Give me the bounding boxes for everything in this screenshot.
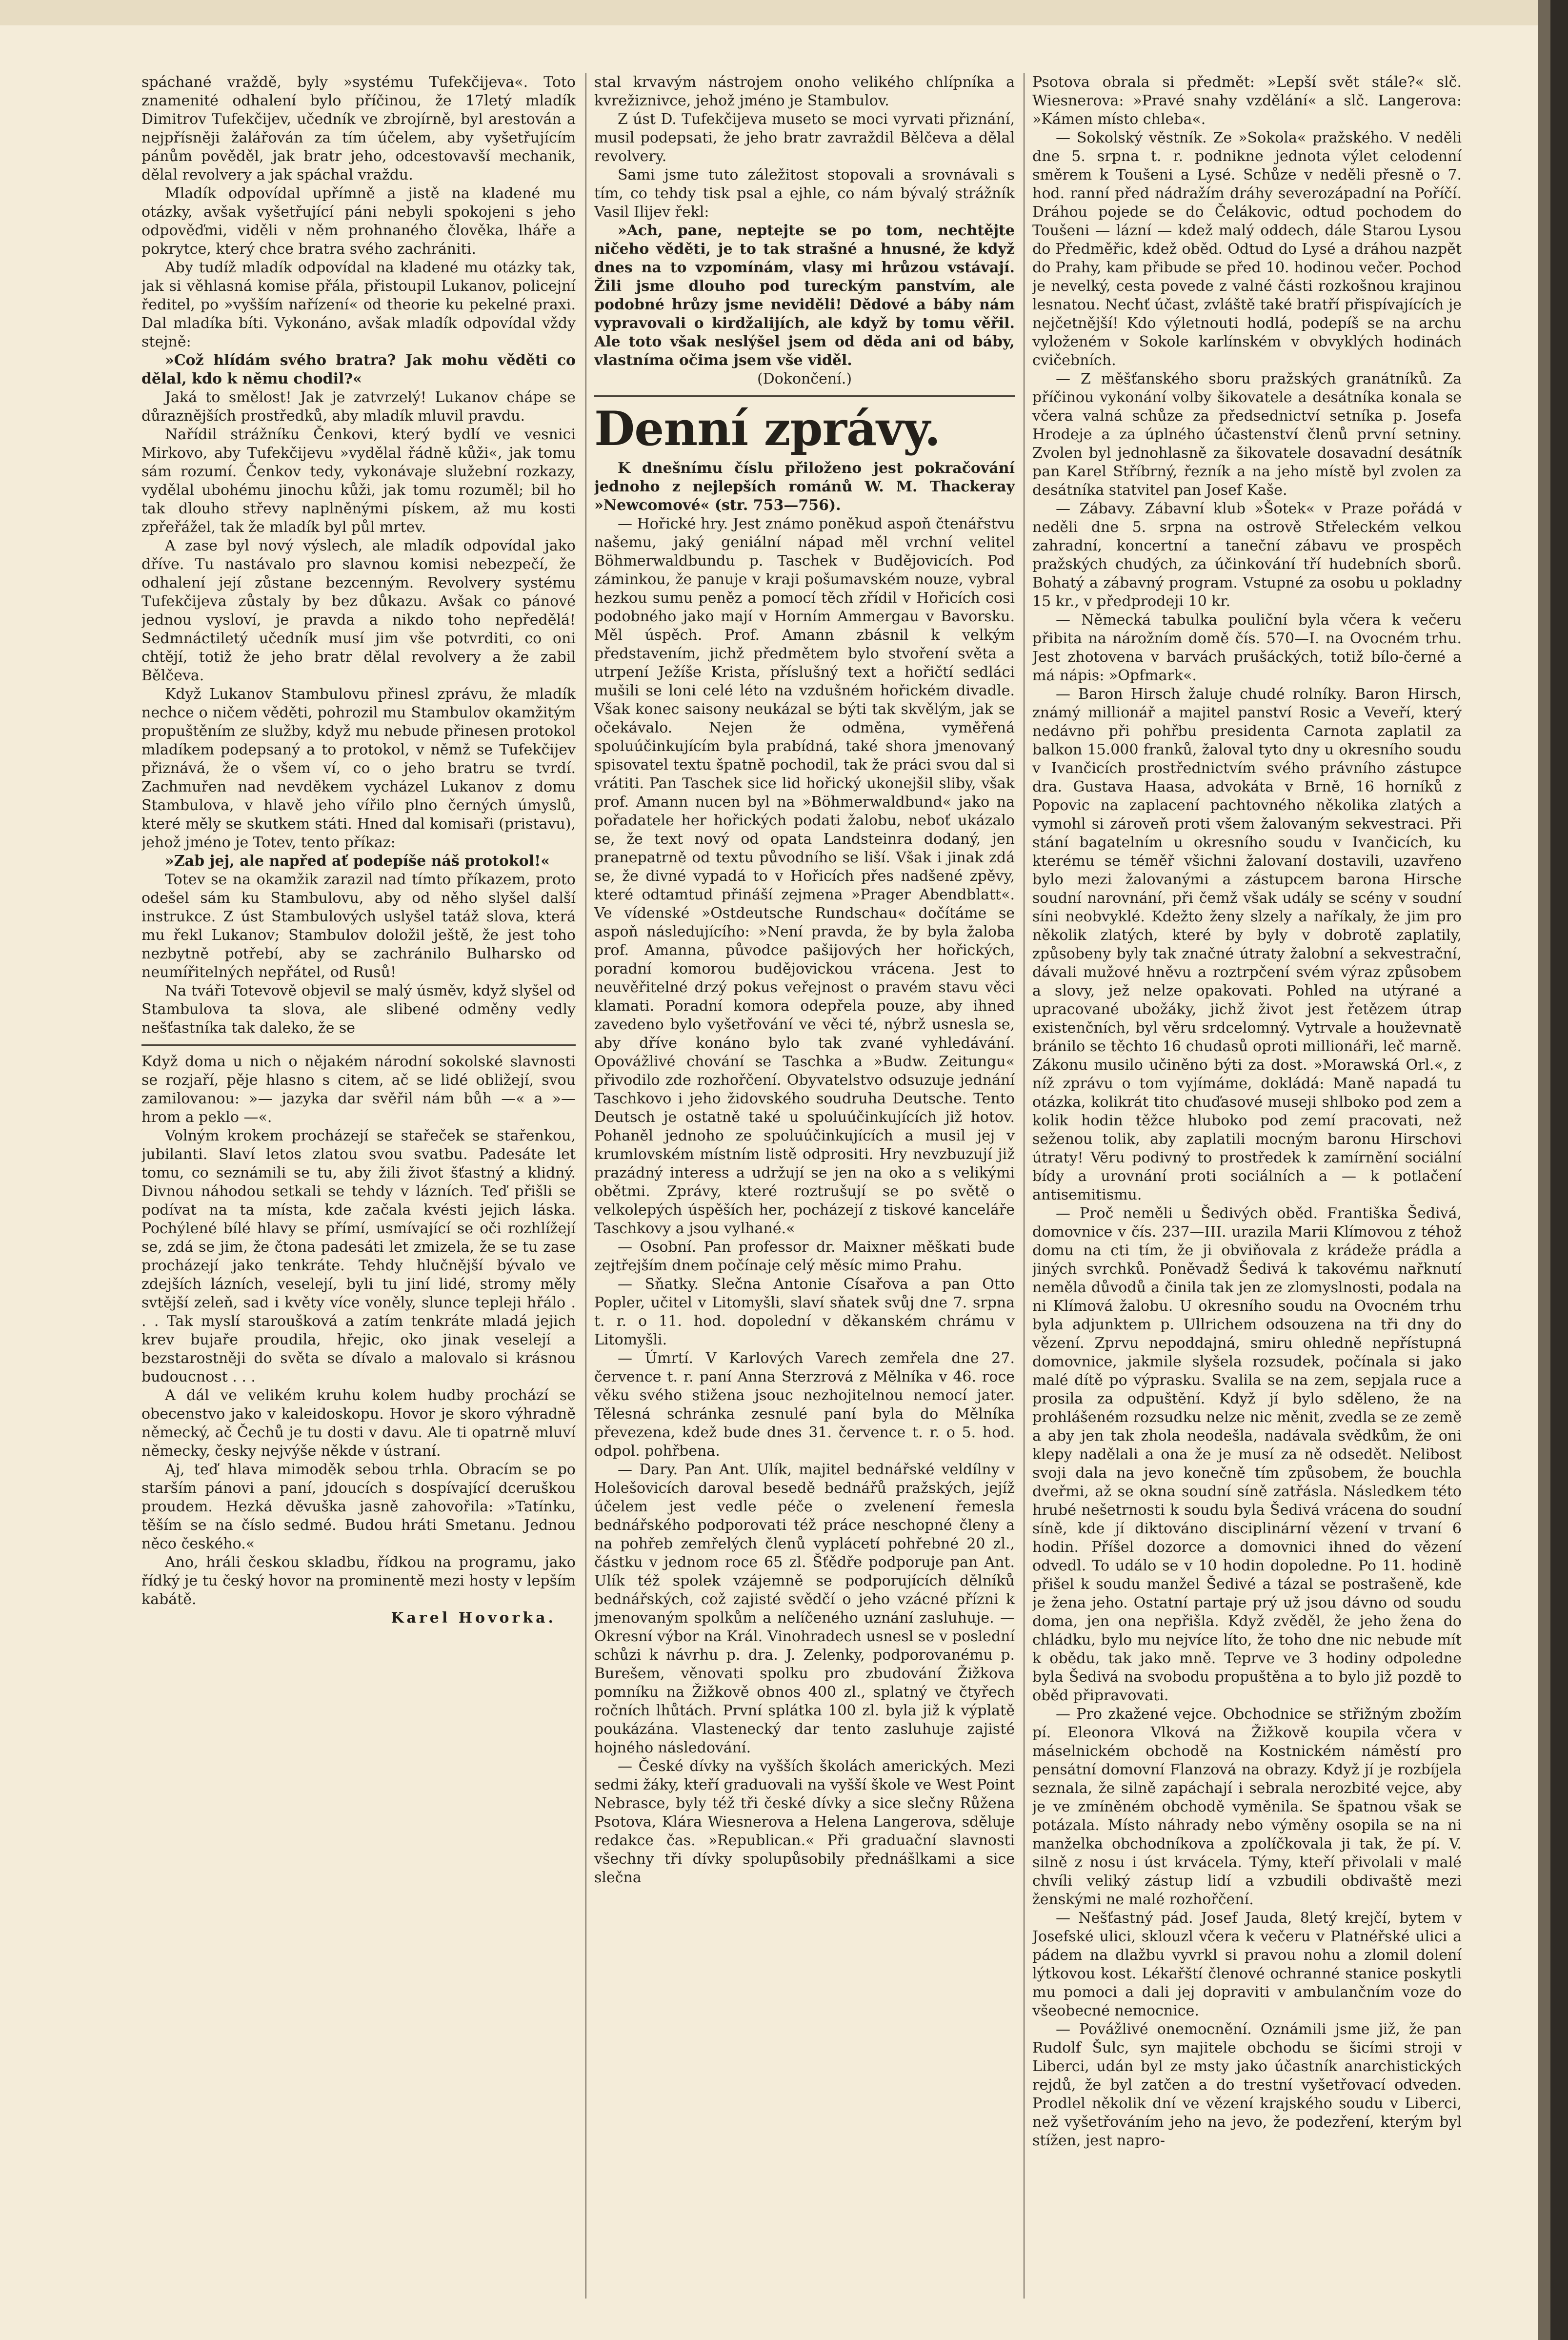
col1-paragraph: Jaká to smělost! Jak je zatvrzelý! Lukanov chápe se důraznějších prostředků, aby mladík mluvil pravdu. (141, 389, 576, 425)
col2-paragraph: stal krvavým nástrojem onoho velikého chlípníka a kvrežiznivce, jehož jméno je Stambulov. (594, 74, 1015, 109)
section-divider (594, 395, 1015, 397)
col1-paragraph: Na tváři Totevově objevil se malý úsměv, když slyšel od Stambulova ta slova, ale slibené odměny vedly nešťastníka tak daleko, že se (141, 982, 576, 1037)
col2-news-item: — Dary. Pan Ant. Ulík, majitel bednářské veldílny v Holešovicích daroval besedě bednářů pražských, jejíž účelem jest vedle péče o zvelenení řemesla bednářského podporovati též práce neschopné členy a na pohřeb zemřelých členů vyplácetí pohřebné 20 zl., částku v jednom roce 65 zl. Šťědře podporuje pan Ant. Ulík též spolek vzájemně se podporujících dělníků bednářských, což zajisté svědčí o jeho vzácné přízni k jmenovaným spolkům a nelíčeného uznání zasluhuje. — Okresní výbor na Král. Vinohradech usnesl se v poslední schůzi k návrhu p. dra. J. Zelenky, podporovanému p. Burešem, věnovati spolku pro zbudování Žižkova pomníku na Žižkově obnos 400 zl., splatný ve čtyřech ročních lhůtách. První splátka 100 zl. byla již k výplatě poukázána. Vlastenecký dar tento zasluhuje zajisté hojného následování. (594, 1461, 1015, 1756)
column-rule (1024, 73, 1025, 2299)
col1-feuilleton-paragraph: Když doma u nich o nějakém národní sokolské slavnosti se rozjaří, pěje hlasno s citem, ač se lidé obližejí, svou zamilovanou: »— jazyka dar svěřil nám bůh —« a »— hrom a peklo —«. (141, 1053, 576, 1126)
col2-paragraph: Z úst D. Tufekčijeva museto se moci vyrvati přiznání, musil podepsati, že jeho bratr zavraždil Bělčeva a dělal revolvery. (594, 111, 1015, 165)
page-top-edge (0, 0, 1568, 25)
column-1 (141, 73, 576, 2294)
col1-paragraph: Totev se na okamžik zarazil nad tímto příkazem, proto odešel sám ku Stambulovu, aby od něho slyšel další instrukce. Z úst Stambulových uslyšel tatáž slova, která mu řekl Lukanov; Stambulov doložil ještě, že jest toho nezbytně potřebí, aby se zachránilo Bulharsko od neumířitelných nepřátel, od Rusů! (141, 871, 576, 981)
col2-news-item: — České dívky na vyšších školách amerických. Mezi sedmi žáky, kteří graduovali na vyšší škole ve West Point Nebrasce, byly též tři české dívky a sice slečny Růžena Psotova, Klára Wiesnerova a Helena Langerova, sděluje redakce čas. »Republican.« Při graduační slavnosti všechny tři dívky spolupůsobily přednášlkami a sice slečna (594, 1758, 1015, 1886)
col1-feuilleton-paragraph: Aj, teď hlava mimoděk sebou trhla. Obracím se po starším pánovi a paní, jdoucích s dospívající dceruškou proudem. Hezká děvuška jasně zahovořila: »Tatínku, těším se na číslo sedmé. Budou hráti Smetanu. Jednou něco českého.« (141, 1461, 576, 1552)
col1-paragraph: Když Lukanov Stambulovu přinesl zprávu, že mladík nechce o ničem věděti, pohrozil mu Stambulov okamžitým propuštěním ze služby, když mu nebude přinesen protokol mladíkem podepsaný a to protokol, v němž se Tufekčijev přiznává, že o všem ví, co o jeho bratru se tvrdí. Zachmuřen nad nevděkem vycházel Lukanov z domu Stambulova, v hlavě jeho vířilo plno černých úmyslů, které měly se skutkem státi. Hned dal komisaři (pristavu), jehož jméno je Totev, tento příkaz: (141, 686, 576, 851)
column-3 (1032, 73, 1462, 2294)
col1-quote: »Což hlídám svého bratra? Jak mohu věděti co dělal, kdo k němu chodil?« (141, 352, 576, 387)
col3-news-item: — Baron Hirsch žaluje chudé rolníky. Baron Hirsch, známý millionář a majitel panství Rosic a Veveří, který nedávno při pohřbu presidenta Carnota zaplatil za balkon 15.000 franků, žaloval tyto dny u okresního soudu v Ivančicích prostřednictvím svého právního zástupce dra. Gustava Haasa, advokáta v Brně, 16 horníků z Popovic na zaplacení pachtovného několika zlatých a vymohl si zároveň proti všem žalovaným sekvestraci. Při stání bagatelním u okresního soudu v Ivančicích, ku kterému se téměř všichni žalovaní dostavili, uzavřeno bylo mezi žalovanými a zástupcem barona Hirsche soudní narovnání, při čemž však udály se scény v soudní síni neobvyklé. Kdežto ženy slzely a naříkaly, že jim pro několik zlatých, které by byly v dobrotě zaplatily, způsobeny byly tak značné útraty žalobní a sekvestrační, dávali mužové hněvu a roztrpčení svém výraz způsobem a slovy, jež nelze opakovati. Pohled na utýrané a upracované ubožáky, jichž život jest řetězem útrap existenčních, byl věru srdcelomný. Vytrvale a houževnatě bránilo se těchto 16 chudasů oproti millionáři, leč marně. Zákonu musilo učiněno býti za dost. »Morawská Orl.«, z níž zprávu o tom vyjímáme, dokládá: Maně napadá tu otázka, kolikrát tito chuďasové museji shlboko pod zem a kolik hodin těžce hluboko pod zemí pracovati, než seženou tolik, aby zaplatili mocným baronu Hirschovi útraty! Věru podivný to prostředek k zamírnění sociální bídy a urovnání proti sociálních a — k potlačení antisemitismu. (1032, 686, 1462, 1203)
col2-news-item: — Hořické hry. Jest známo poněkud aspoň čtenářstvu našemu, jaký geniální nápad měl vrchní velitel Böhmerwaldbundu p. Taschek v Budějovicích. Pod záminkou, že panuje v kraji pošumavském nouze, vybral hezkou sumu peněz a pomocí těch zřídil v Hořicích cosi podobného jako mají v Horním Ammergau v Bavorsku. Měl úspěch. Prof. Amann zbásnil k velkým představením, jichž předmětem bylo stvoření světa a utrpení Ježíše Krista, příslušný text a hořičtí sedláci mušili se loni celé léto na vzdušném hořickém divadle. Však konec saisony neukázal se býti tak skvělým, jak se očekávalo. Nejen že odměna, vyměřená spoluúčinkujícím byla prabídná, také shora jmenovaný spisovatel textu špatně pochodil, tak že práci svou dal si vrátiti. Pan Taschek sice lid hořický ukonejšil sliby, však prof. Amann nucen byl na »Böhmerwaldbund« jako na pořadatele her hořických podati žalobu, neboť ukázalo se, že text nový od opata Landsteinra dodaný, jen pranepatrně od textu původního se liší. Však i jinak zdá se, že divné vypadá to v Hořicích přes nadšené zpěvy, které odtamtud přináší zejmena »Prager Abendblatt«. Ve vídenské »Ostdeutsche Rundschau« dočítáme se aspoň následujícího: »Není pravda, že by byla žaloba prof. Amanna, původce pašijových her hořických, poradní komorou budějovickou vrácena. Jest to neuvěřitelné drzý pokus veřejnost o pravém stavu věci klamati. Poradní komora odepřela pouze, aby ihned zavedeno bylo vyšetřování ve věci té, nýbrž usnesla se, aby dříve konáno bylo tak zvané vyhledávání. Opovážlivé chování se Taschka a »Budw. Zeitungu« přivodilo zde rozhořčení. Obyvatelstvo odsuzuje jednání Taschkovo i jeho židovského soudruha Deutsche. Tento Deutsch je ostatně také u spoluúčinkujících již hotov. Pohaněl jednoho ze spoluúčinkujících a musil jej v krumlovském místním listě odprositi. Hry nevzbuzují již prazádný interess a udržují se jen na oko a s velikými obětmi. Zprávy, které roztrušují se po světě o velkolepých úspěších her, pocházejí z tiskové kanceláře Taschkovy a jsou vylhané.« (594, 515, 1015, 1237)
col2-paragraph: Sami jsme tuto záležitost stopovali a srovnávali s tím, co tehdy tisk psal a ejhle, co nám bývalý strážník Vasil Ilijev řekl: (594, 166, 1015, 221)
col3-news-item: — Nešťastný pád. Josef Jauda, 8letý krejčí, bytem v Josefské ulici, sklouzl včera k večeru v Platnéřské ulici a pádem na dlažbu vyvrkl si pravou nohu a zlomil dolení lýtkovou kost. Lékařští členové ochranné stanice poskytli mu pomoci a dali jej dopraviti v ambulančním voze do všeobecné nemocnice. (1032, 1910, 1462, 2019)
section-heading: Denní zprávy. (594, 401, 941, 456)
col3-news-item: — Proč neměli u Šedivých oběd. Františka Šedivá, domovnice v čís. 237—III. urazila Marii Klímovou z téhož domu na cti tím, že ji obviňovala z krádeže prádla a jiných svrchků. Poněvadž Šedivá k takovému nařknutí neměla důvodů a činila tak jen ze zlomyslnosti, podala na ni Klímová žalobu. U okresního soudu na Ovocném trhu byla adjunktem p. Ullrichem odsouzena na tři dny do vězení. Zprvu nepoddajná, smiru ohledně nepřístupná domovnice, jakmile slyšela rozsudek, počínala si jako malé dítě po výprasku. Svalila se na zem, sepjala ruce a prosila za odpuštění. Když jí bylo sděleno, že na prohlášeném rozsudku nelze nic měnit, zvedla se ze země a aby jen tak zhola neodešla, nadávala svědkům, že oni klepy nadělali a ona že je musí za ně odsedět. Nelibost svoji dala na jevo konečně tím způsobem, že bouchla dveřmi, až se okna soudní síně zatřásla. Následkem této hrubé nešetrnosti k soudu byla Šedivá vrácena do soudní síně, kde jí diktováno disciplinární vězení v trvaní 6 hodin. Příšel dozorce a domovnici ihned do vězení odvedl. To událo se v 10 hodin dopoledne. Po 11. hodině přišel k soudu manžel Šedivé a tázal se postrašeně, kde je žena jeho. Ostatní partaje prý už jsou dávno od soudu doma, jen ona nepřišla. Když zvěděl, že jeho žena do chládku, bylo mu nejvíce líto, že toho dne nic nebude mít k obědu, tak jako mně. Teprve ve 3 hodiny odpoledne byla Šedivá na svobodu propuštěna a to bylo již pozdě to oběd připravovati. (1032, 1205, 1462, 1704)
col1-feuilleton-paragraph: Volným krokem procházejí se stařeček se stařenkou, jubilanti. Slaví letos zlatou svou svatbu. Padesáte let tomu, co seznámili se tu, aby žili život šťastný a klidný. Divnou náhodou setkali se tehdy v lázních. Teď přišli se podívat na ta místa, kde začala kvésti jejich láska. Pochýlené bílé hlavy se přímí, usmívající se oči rozhlížejí se, zdá se jim, že čtona padesáti let zmizela, že se tu zase procházejí jako tenkráte. Tehdy hlučnější bývalo ve zdejších lázních, veselejí, byli tu jiní lidé, stromy měly svtější zeleň, sad i květy více voněly, slunce tepleji hřálo . . . Tak myslí staroušková a zatím tenkráte mladá jejich krev bujaře proudila, hřejic, oko jinak veselejí a bezstarostněji do světa se dívalo a malovalo si krásnou budoucnost . . . (141, 1127, 576, 1385)
col1-paragraph: Aby tudíž mladík odpovídal na kladené mu otázky tak, jak si věhlasná komise přála, přistoupil Lukanov, policejní ředitel, po »vyšším nařízení« od theorie ku pekelné praxi. Dal mladíka bíti. Vykonáno, avšak mladík odpovídal vždy stejně: (141, 259, 576, 350)
col1-feuilleton-paragraph: A dál ve velikém kruhu kolem hudby prochází se obecenstvo jako v kaleidoskopu. Hovor je skoro výhradně německý, ač Čechů je tu dosti v davu. Ale ti opatrně mluví německy, česky nejvýše někde v ústraní. (141, 1387, 576, 1460)
binding-edge (1550, 0, 1568, 2340)
column-2 (594, 73, 1015, 2294)
col1-paragraph: Nařídil strážníku Čenkovi, který bydlí ve vesnici Mirkovo, aby Tufekčijevu »vydělal řádně kůži«, jak tomu sám rozumí. Čenkov tedy, vykonávaje služební rozkazy, vydělal ubohému jinochu kůži, jak tomu rozuměl; bil ho tak dlouho střevy naplněnými pískem, až mu kosti zpřeřážel, tak že mladík byl půl mrtev. (141, 426, 576, 536)
author-signature: Karel Hovorka. (391, 1609, 556, 1627)
col2-news-item: — Osobní. Pan professor dr. Maixner měškati bude zejtřejším dnem počínaje celý měsíc mimo Prahu. (594, 1239, 1015, 1274)
col2-quote: »Ach, pane, neptejte se po tom, nechtějte ničeho věděti, je to tak strašné a hnusné, že když dnes na to vzpomínám, vlasy mi hrůzou vstávají. Žili jsme dlouho pod tureckým panstvím, ale podobné hrůzy jsme neviděli! Dědové a báby nám vypravovali o kirdžalijích, ale když by tomu věřil. Ale toto však neslýšel jsem od děda ani od báby, vlastníma očima jsem vše viděl. (594, 222, 1015, 369)
col3-news-item: — Německá tabulka pouliční byla včera k večeru přibita na nárožním domě čís. 570—I. na Ovocném trhu. Jest zhotovena v barvách prušáckých, totiž bílo-černé a má nápis: »Opfmark«. (1032, 611, 1462, 684)
col3-news-item: — Povážlivé onemocnění. Oznámili jsme již, že pan Rudolf Šulc, syn majitele obchodu se šicími stroji v Liberci, udán byl ze msty jako účastník anarchistických rejdů, že byl zatčen a do trestní vyšetřovací odveden. Prodlel několik dní ve vězení krajského soudu v Liberci, než vyšetřováním jeho na jevo, že podezření, kterým byl stížen, jest napro- (1032, 2021, 1462, 2149)
col2-notice: K dnešnímu číslu přiloženo jest pokračování jednoho z nejlepších románů W. M. Thackeray »Newcomové« (str. 753—756). (594, 460, 1015, 514)
col1-paragraph: A zase byl nový výslech, ale mladík odpovídal jako dříve. Tu nastávalo pro slavnou komisi nebezpečí, že odhalení její zůstane bezcenným. Revolvery systému Tufekčijeva zůstaly by bez důkazu. Avšak co pánové jednou vysloví, je pravda a nikdo toho nepředělá! Sedmnáctiletý učedník musí jim vše potvrditi, co oni chtějí, totiž že jeho bratr dělal revolvery a že zabil Bělčeva. (141, 537, 576, 684)
col1-quote: »Zab jej, ale napřed ať podepíše náš protokol!« (165, 853, 550, 870)
col3-news-item: — Sokolský věstník. Ze »Sokola« pražského. V neděli dne 5. srpna t. r. podnikne jednota výlet celodenní směrem k Toušeni a Lysé. Schůze v neděli přesně o 7. hod. ranní před nádražím dráhy severozápadní na Poříčí. Dráhou pojede se do Čelákovic, odtud pochodem do Toušeni — lázní — kdež malý oddech, dále Starou Lysou do Předměřic, kdež oběd. Odtud do Lysé a dráhou nazpět do Prahy, kam přibude se před 10. hodinou večer. Pochod je nevelký, cesta povede z valné části rozkošnou krajinou lesnatou. Nechť účast, zvláště také bratří přispívajících je nejčetnější! Kdo výletnouti hodlá, podepíš se na archu vyloženém v Sokole karlínském v obvyklých hodinách cvičebních. (1032, 129, 1462, 369)
continued-note: (Dokončení.) (757, 370, 852, 387)
col2-news-item: — Úmrtí. V Karlových Varech zemřela dne 27. července t. r. paní Anna Sterzrová z Mělníka v 46. roce věku svého stižena jsouc nezhojitelnou nemocí jater. Tělesná schránka zesnulé paní byla do Mělníka převezena, kdež bude dnes 31. července t. r. o 5. hod. odpol. pohřbena. (594, 1350, 1015, 1460)
column-rule (585, 73, 586, 2299)
binding-shadow (1538, 0, 1550, 2340)
col1-feuilleton-paragraph: Ano, hráli českou skladbu, řídkou na programu, jako řídký je tu český hovor na prominentě mezi hosty v lepším kabátě. (141, 1554, 576, 1608)
section-divider (141, 1044, 576, 1046)
col3-paragraph: Psotova obrala si předmět: »Lepší svět stále?« slč. Wiesnerova: »Pravé snahy vzdělání« a slč. Langerova: »Kámen místo chleba«. (1032, 74, 1462, 128)
col3-news-item: — Zábavy. Zábavní klub »Šotek« v Praze pořádá v neděli dne 5. srpna na ostrově Střeleckém velkou zahradní, koncertní a taneční zábavu ve prospěch pražských chudých, za účinkování tří hudebních sborů. Bohatý a zábavný program. Vstupné za osobu u pokladny 15 kr., v předprodeji 10 kr. (1032, 500, 1462, 610)
col1-paragraph: spáchané vraždě, byly »systému Tufekčijeva«. Toto znamenité odhalení bylo příčinou, že 17letý mladík Dimitrov Tufekčijev, učedník ve zbrojírně, byl arestován a nejpřísněji žalářován za tím účelem, aby vyšetřujícím pánům pověděl, jak bratr jeho, odcestovavší mechanik, dělal revolvery a jak spáchal vraždu. (141, 74, 576, 183)
col3-news-item: — Pro zkažené vejce. Obchodnice se střižným zbožím pí. Eleonora Vlková na Žižkově koupila včera v máselnickém obchodě na Kostnickém náměstí pro pensátní domovní Flanzová na obrazy. Když jí je rozbíjela seznala, že silně zapáchají i sebrala nerozbité vejce, aby je ve zmíněném obchodě vyměnila. Se špatnou však se potázala. Místo náhrady nebo výměny osopila se na ni manželka obchodníkova a zpolíčkovala ji tak, že pí. V. silně z nosu i úst krvácela. Týmy, kteří přivolali v malé chvíli veliký zástup lidí a vzbudili obdivaště mezi ženskými ne malé rozhořčení. (1032, 1706, 1462, 1908)
col3-news-item: — Z měšťanského sboru pražských granátníků. Za příčinou vykonání volby šikovatele a desátníka konala se včera valná schůze za předsednictví setníka p. Josefa Hrodeje a za úplného účastenství členů první setniny. Zvolen byl jednohlasně za šikovatele dosavadní desátník pan Karel Stříbrný, řezník a na jeho místě byl zvolen za desátníka statvitel pan Josef Kaše. (1032, 370, 1462, 499)
col2-news-item: — Sňatky. Slečna Antonie Císařova a pan Otto Popler, učitel v Litomyšli, slaví sňatek svůj dne 7. srpna t. r. o 11. hod. dopolední v děkanském chrámu v Litomyšli. (594, 1276, 1015, 1348)
col1-paragraph: Mladík odpovídal upřímně a jistě na kladené mu otázky, avšak vyšetřující páni nebyli spokojeni s jeho odpověďmi, viděli v něm prohnaného člověka, lháře a pokrytce, který chce bratra svého zachrániti. (141, 185, 576, 258)
